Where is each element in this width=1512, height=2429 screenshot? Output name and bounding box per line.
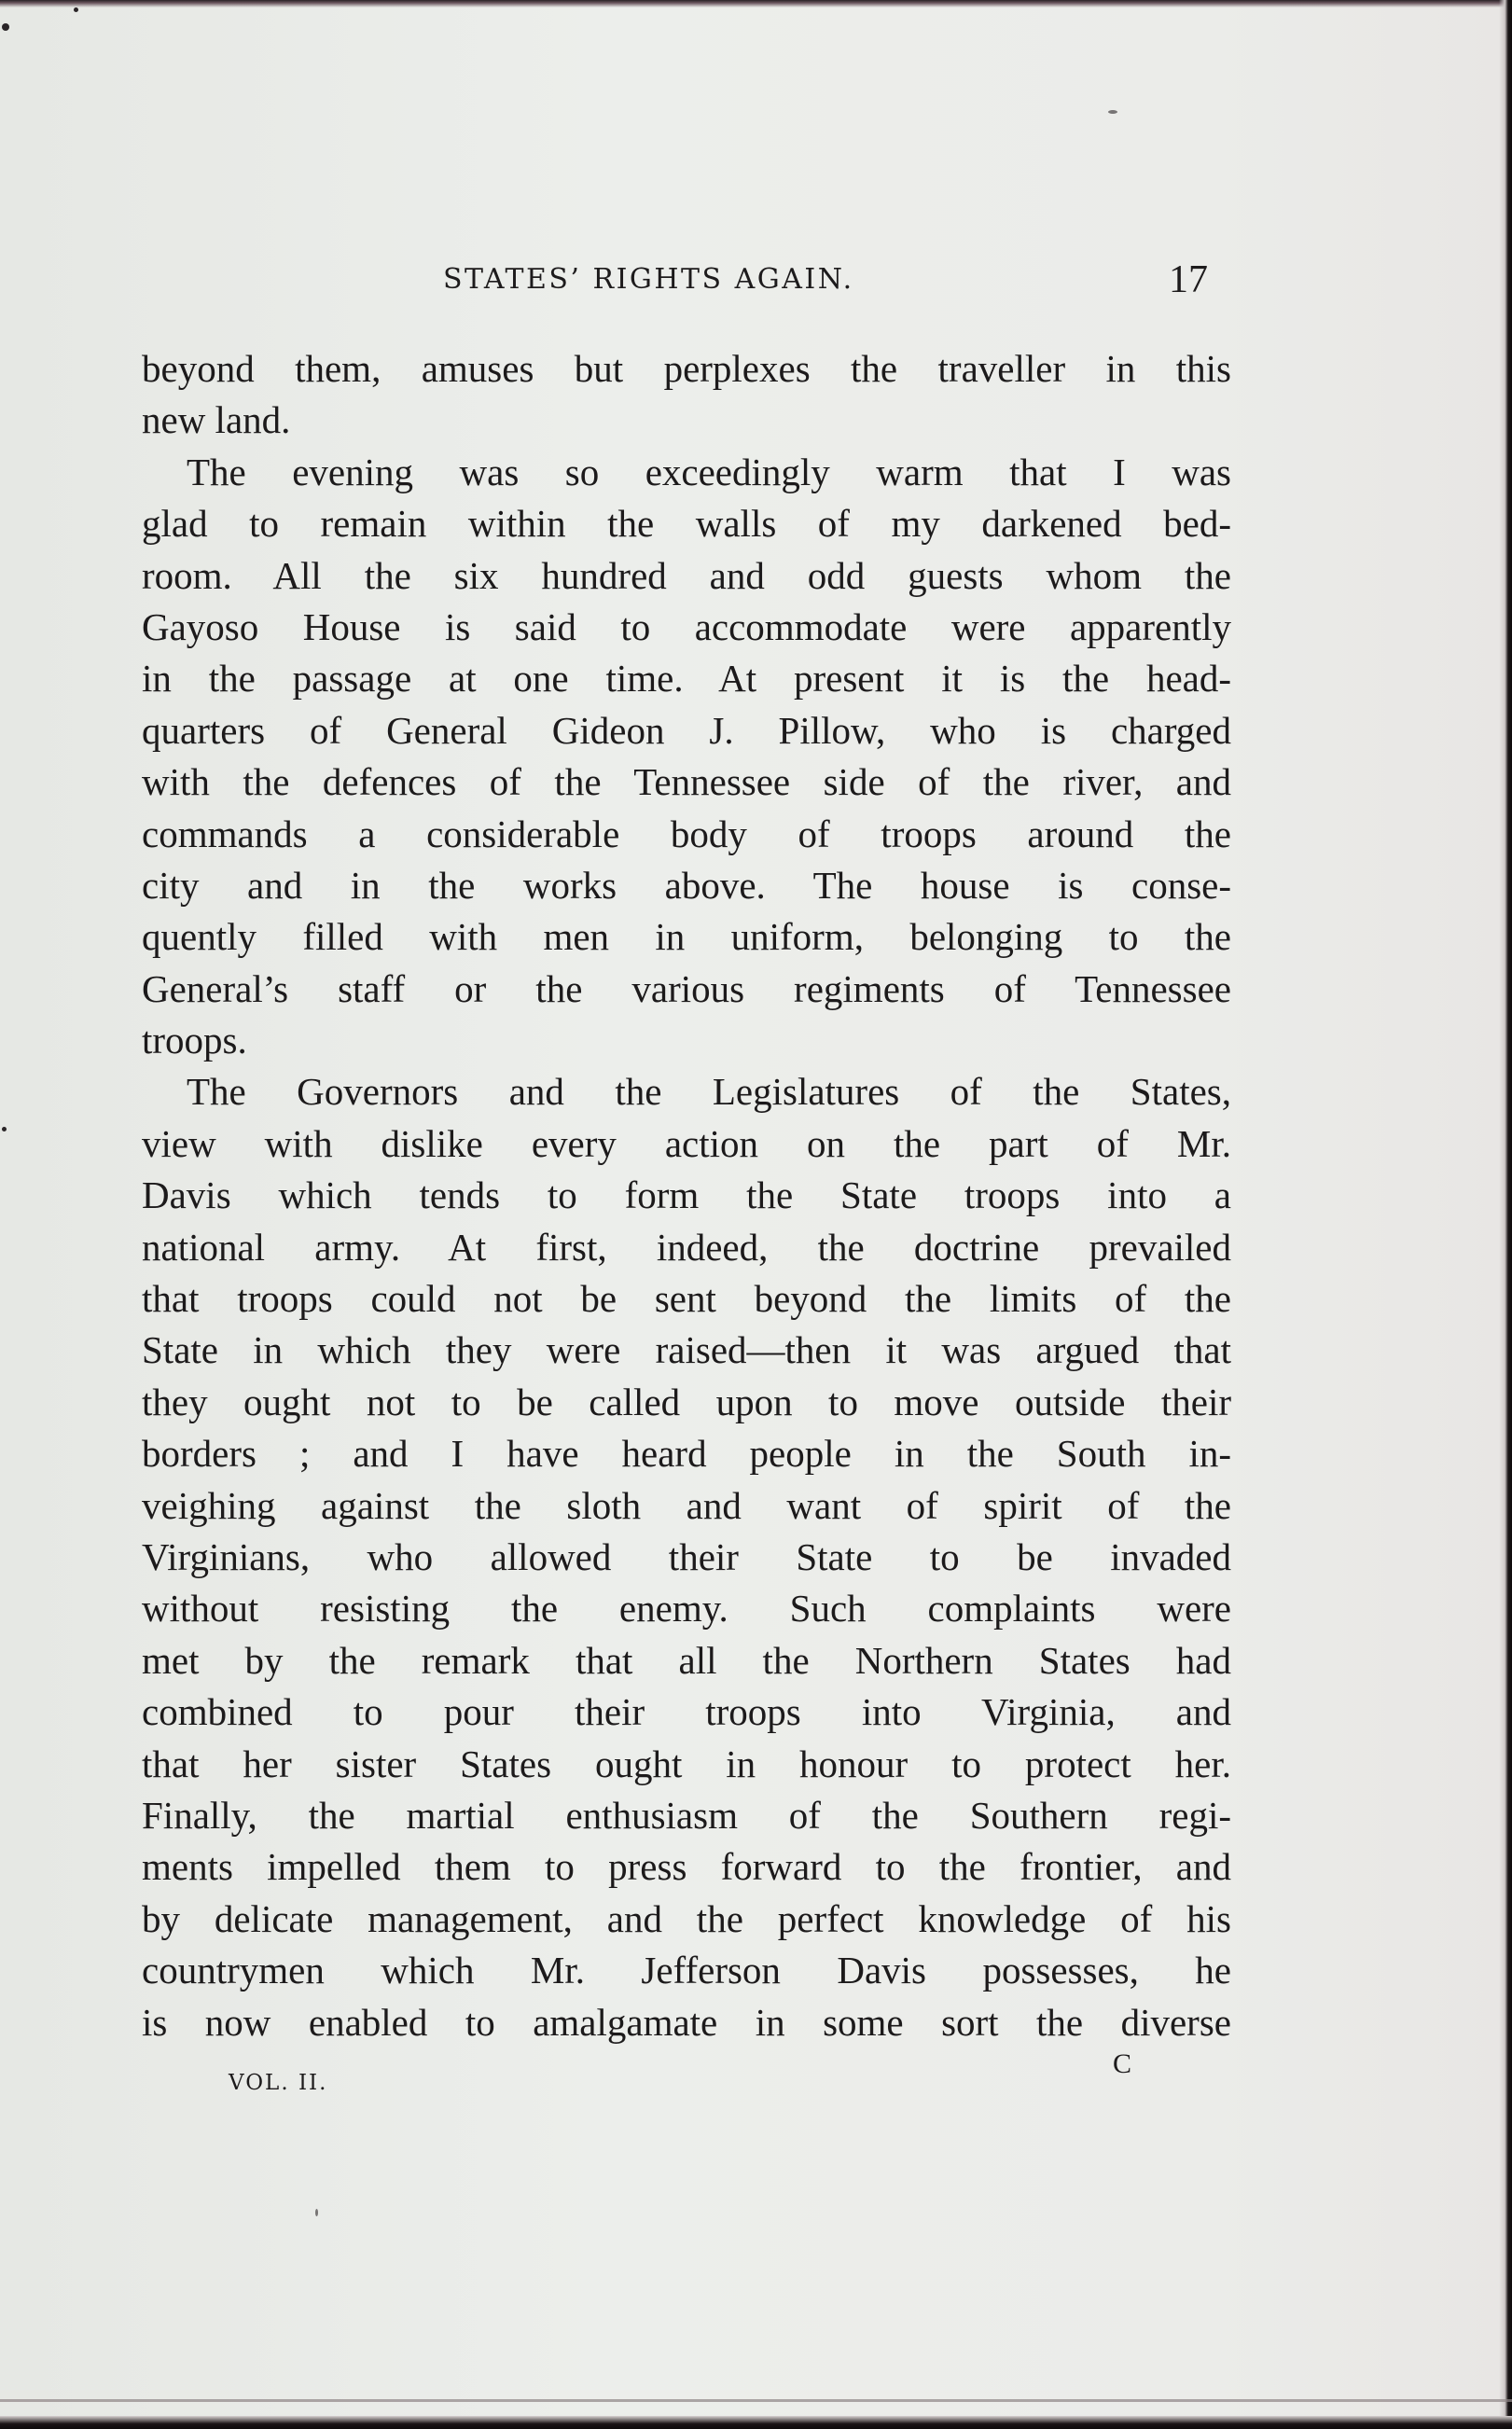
text-line: Davis which tends to form the State troops into a	[142, 1173, 1231, 1217]
text-line: with the defences of the Tennessee side of the river, and	[142, 760, 1231, 804]
text-line: quarters of General Gideon J. Pillow, who is charged	[142, 708, 1231, 752]
text-line: General’s staff or the various regiments of Tennessee	[142, 966, 1231, 1010]
text-line: Virginians, who allowed their State to be invaded	[142, 1534, 1231, 1578]
text-line: that troops could not be sent beyond the limits of the	[142, 1277, 1231, 1321]
text-line: they ought not to be called upon to move outside their	[142, 1380, 1231, 1423]
text-line: national army. At first, indeed, the doctrine prevailed	[142, 1225, 1231, 1269]
text-line: ments impelled them to press forward to the frontier, and	[142, 1845, 1231, 1889]
text-line: Gayoso House is said to accommodate were apparently	[142, 604, 1231, 648]
volume-mark: VOL. II.	[229, 2071, 328, 2095]
text-line: borders ; and I have heard people in the South in-	[142, 1432, 1231, 1476]
page-number: 17	[1169, 258, 1208, 301]
page-bottom-edge	[0, 2416, 1512, 2429]
page-top-edge	[0, 0, 1512, 7]
text-line: room. All the six hundred and odd guests whom the	[142, 553, 1231, 597]
text-line: without resisting the enemy. Such complaints were	[142, 1587, 1231, 1631]
text-line: city and in the works above. The house is conse-	[142, 863, 1231, 907]
text-line: The Governors and the Legislatures of the States,	[187, 1070, 1231, 1114]
text-line: is now enabled to amalgamate in some sort the diverse	[142, 2000, 1231, 2044]
running-title: STATES’ RIGHTS AGAIN.	[443, 263, 854, 296]
text-line: countrymen which Mr. Jefferson Davis possesses, he	[142, 1949, 1231, 1992]
text-line: beyond them, amuses but perplexes the traveller in this	[142, 347, 1231, 390]
text-line: new land.	[142, 398, 291, 442]
ink-speck	[315, 2209, 318, 2216]
text-line: quently filled with men in uniform, belonging to the	[142, 915, 1231, 959]
text-line: veighing against the sloth and want of spirit of the	[142, 1483, 1231, 1527]
ink-speck	[2, 23, 9, 31]
page-right-edge	[1499, 0, 1512, 2429]
text-line: in the passage at one time. At present it is the head-	[142, 657, 1231, 701]
text-line: combined to pour their troops into Virginia, and	[142, 1690, 1231, 1734]
text-line: commands a considerable body of troops around the	[142, 812, 1231, 855]
text-line: Finally, the martial enthusiasm of the Southern regi-	[142, 1793, 1231, 1837]
text-line: view with dislike every action on the part of Mr.	[142, 1121, 1231, 1165]
body-text	[142, 343, 1231, 2048]
ink-speck	[2, 1127, 7, 1131]
signature-mark: C	[1113, 2048, 1132, 2079]
text-line: that her sister States ought in honour to protect her.	[142, 1742, 1231, 1785]
text-line: glad to remain within the walls of my darkened bed-	[142, 502, 1231, 546]
ink-speck	[1108, 110, 1117, 114]
text-line: troops.	[142, 1019, 247, 1062]
text-line: State in which they were raised—then it was argued that	[142, 1328, 1231, 1372]
text-line: met by the remark that all the Northern States had	[142, 1638, 1231, 1682]
text-line: The evening was so exceedingly warm that I was	[187, 450, 1231, 493]
page-bottom-rule	[0, 2399, 1512, 2402]
ink-speck	[74, 7, 78, 12]
text-line: by delicate management, and the perfect knowledge of his	[142, 1896, 1231, 1940]
